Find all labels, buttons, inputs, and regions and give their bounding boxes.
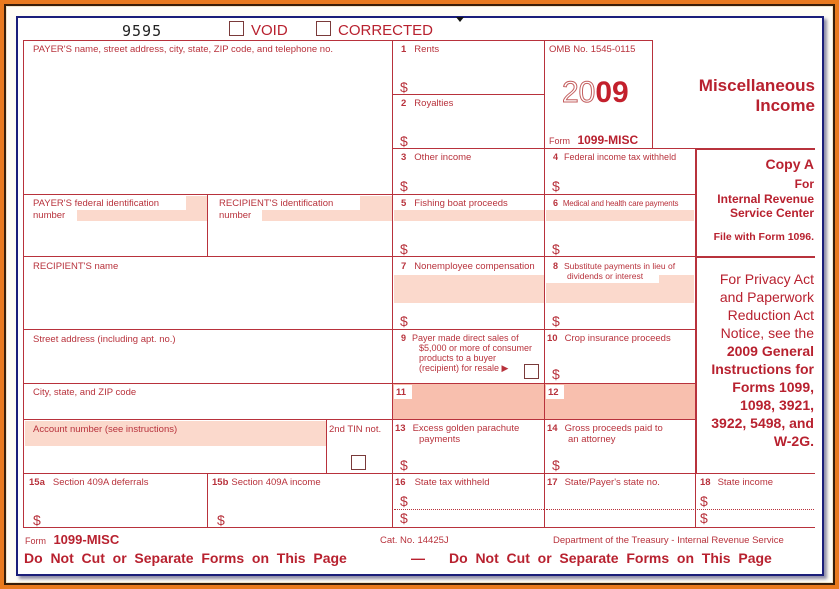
box-15a-label [29, 477, 148, 488]
box-1-text: Rents [414, 44, 440, 55]
box-5-number: 5 [401, 198, 407, 209]
omb-number: OMB No. 1545-0115 [549, 44, 636, 55]
footer-form-id [25, 531, 119, 549]
corrected-checkbox[interactable] [316, 21, 331, 36]
omb-form-prefix: Form [549, 136, 570, 146]
box-15b-text: Section 409A income [231, 477, 321, 488]
box-7-text: Nonemployee compensation [414, 261, 535, 272]
privacy-line-6: Instructions for [711, 361, 814, 377]
box-18-number: 18 [700, 477, 711, 488]
box-5-label [401, 198, 508, 209]
box-7-shade [394, 275, 544, 303]
tax-year-outline: 20 [562, 76, 596, 109]
box-10-text: Crop insurance proceeds [564, 333, 671, 344]
box-6-text: Medical and health care payments [562, 199, 679, 208]
box-1-number: 1 [401, 44, 407, 55]
box-15b-number: 15b [212, 477, 229, 488]
copy-a-file-with: File with Form 1096. [713, 231, 814, 243]
form-title-line-1: Miscellaneous [698, 76, 815, 95]
box-15a-text: Section 409A deferrals [52, 477, 149, 488]
privacy-line-4: Notice, see the [720, 325, 814, 341]
city-state-zip-label: City, state, and ZIP code [33, 387, 137, 398]
box-5-text: Fishing boat proceeds [414, 198, 508, 209]
box-2-dollar: $ [400, 133, 408, 149]
box-6-dollar: $ [552, 241, 560, 257]
box-15b-dollar: $ [217, 512, 225, 528]
box-11-number: 11 [396, 387, 407, 398]
copy-a-line-2: Service Center [729, 206, 814, 220]
box-2-label [401, 98, 453, 109]
box-3-label [401, 152, 471, 163]
box-4-label [553, 152, 676, 163]
privacy-line-5: 2009 General [726, 343, 814, 359]
copy-a-section [700, 155, 814, 244]
box-9-text-2: $5,000 or more of consumer [419, 343, 533, 353]
box-13-number: 13 [395, 423, 406, 434]
box-9-text-1: Payer made direct sales of [412, 333, 519, 343]
privacy-line-2: and Paperwork [719, 289, 814, 305]
box-9-text-3: products to a buyer [419, 353, 497, 363]
tax-year-bold: 09 [595, 76, 629, 109]
box-18-text: State income [717, 477, 774, 488]
box-8-number: 8 [553, 261, 559, 271]
box-13-dollar: $ [400, 457, 408, 473]
box-2-text: Royalties [414, 98, 454, 109]
box-12[interactable] [544, 383, 696, 420]
privacy-notice [696, 270, 814, 450]
box-18-dollar-2: $ [700, 510, 708, 526]
box-8-dollar: $ [552, 313, 560, 329]
box-18-dollar-1: $ [700, 493, 708, 509]
box-9-text-4: (recipient) for resale ▶ [419, 363, 509, 373]
box-1-dollar: $ [400, 79, 408, 95]
payer-fed-id-shade [186, 196, 207, 210]
copy-a-for: For [794, 177, 814, 191]
privacy-line-7: Forms 1099, [732, 379, 814, 395]
box-18-divider [697, 509, 814, 510]
footer-form-name: 1099-MISC [53, 532, 120, 547]
box-3-text: Other income [414, 152, 472, 163]
box-14-text-2: an attorney [568, 434, 616, 445]
account-number-label: Account number (see instructions) [33, 424, 178, 435]
box-5-dollar: $ [400, 241, 408, 257]
payer-fed-id-label-1: PAYER'S federal identification [33, 198, 160, 209]
box-10-number: 10 [547, 333, 558, 344]
privacy-line-8: 1098, 3921, [740, 397, 814, 413]
box-11[interactable] [392, 383, 545, 420]
second-tin-label: 2nd TIN not. [329, 424, 382, 435]
box-6-label [553, 198, 678, 209]
payer-fed-id-label-2: number [33, 210, 66, 221]
box-16-dollar-1: $ [400, 493, 408, 509]
footer-warning-left: Do Not Cut or Separate Forms on This Page [24, 550, 347, 566]
box-5-shade [394, 210, 544, 221]
box-16-divider [394, 509, 544, 510]
second-tin-checkbox[interactable] [351, 455, 366, 470]
footer-cat-no: Cat. No. 14425J [380, 535, 449, 546]
box-3-number: 3 [401, 152, 407, 163]
omb-form-name: 1099-MISC [577, 133, 639, 147]
box-15b-label [212, 477, 321, 488]
privacy-line-10: W-2G. [773, 433, 814, 449]
tax-year [562, 76, 629, 110]
right-border-top [695, 148, 815, 150]
recipient-id-label-2: number [219, 210, 252, 221]
box-16-number: 16 [395, 477, 406, 488]
box-4-text: Federal income tax withheld [564, 152, 677, 162]
box-6-shade [546, 210, 694, 221]
copy-section-divider [695, 256, 815, 258]
box-6-number: 6 [553, 198, 558, 208]
box-16-text: State tax withheld [414, 477, 490, 488]
box-16-label [395, 477, 490, 488]
box-8-label [553, 261, 675, 281]
void-label: VOID [251, 22, 288, 39]
box-14-label [547, 423, 663, 445]
box-9-checkbox[interactable] [524, 364, 539, 379]
street-address-label: Street address (including apt. no.) [33, 334, 176, 345]
box-7-label [401, 261, 535, 272]
box-13-text-2: payments [419, 434, 461, 445]
corrected-label: CORRECTED [338, 22, 434, 39]
box-7-number: 7 [401, 261, 407, 272]
box-3-dollar: $ [400, 178, 408, 194]
box-17-number: 17 [547, 477, 558, 488]
form-title-line-2: Income [755, 96, 815, 115]
box-8-text-2: dividends or interest [567, 271, 644, 281]
box-17-label [547, 477, 660, 488]
privacy-line-1: For Privacy Act [719, 271, 814, 287]
footer-form-prefix: Form [25, 536, 46, 546]
box-14-dollar: $ [552, 457, 560, 473]
box-16-dollar-2: $ [400, 510, 408, 526]
payer-name-label: PAYER'S name, street address, city, state, ZIP code, and telephone no. [33, 44, 333, 55]
box-2-number: 2 [401, 98, 407, 109]
box-17-text: State/Payer's state no. [564, 477, 660, 488]
box-15a-dollar: $ [33, 512, 41, 528]
footer-department: Department of the Treasury - Internal Revenue Service [553, 535, 784, 546]
form-title [660, 76, 815, 116]
box-12-number: 12 [548, 387, 559, 398]
privacy-line-9: 3922, 5498, and [711, 415, 814, 431]
recipient-id-shade [360, 196, 392, 210]
form-code: 9595 [122, 22, 163, 40]
alignment-marker-icon [456, 17, 464, 22]
payer-name-box[interactable] [23, 40, 393, 195]
privacy-line-3: Reduction Act [727, 307, 814, 323]
void-checkbox[interactable] [229, 21, 244, 36]
box-8-text-1: Substitute payments in lieu of [564, 261, 676, 271]
payer-fed-id-shade-2 [77, 210, 207, 221]
box-10-dollar: $ [552, 366, 560, 382]
box-13-label [395, 423, 519, 445]
box-7-dollar: $ [400, 313, 408, 329]
box-4-number: 4 [553, 152, 559, 162]
box-14-number: 14 [547, 423, 558, 434]
box-17-divider [546, 509, 694, 510]
copy-a-line-1: Internal Revenue [717, 192, 814, 206]
box-1-label [401, 44, 439, 55]
box-18-label [700, 477, 773, 488]
omb-form-label [549, 131, 638, 149]
recipient-id-shade-2 [262, 210, 392, 221]
recipient-id-label-1: RECIPIENT'S identification [219, 198, 334, 209]
box-10-label [547, 333, 671, 344]
box-4-dollar: $ [552, 178, 560, 194]
footer-warning-right: Do Not Cut or Separate Forms on This Page [449, 550, 772, 566]
footer-dash: — [411, 550, 425, 566]
copy-a-title: Copy A [765, 156, 814, 172]
box-9-label [401, 333, 532, 373]
box-13-text-1: Excess golden parachute [412, 423, 520, 434]
recipient-name-label: RECIPIENT'S name [33, 261, 119, 272]
box-9-number: 9 [401, 333, 407, 343]
box-14-text-1: Gross proceeds paid to [564, 423, 663, 434]
box-15a-number: 15a [29, 477, 45, 488]
